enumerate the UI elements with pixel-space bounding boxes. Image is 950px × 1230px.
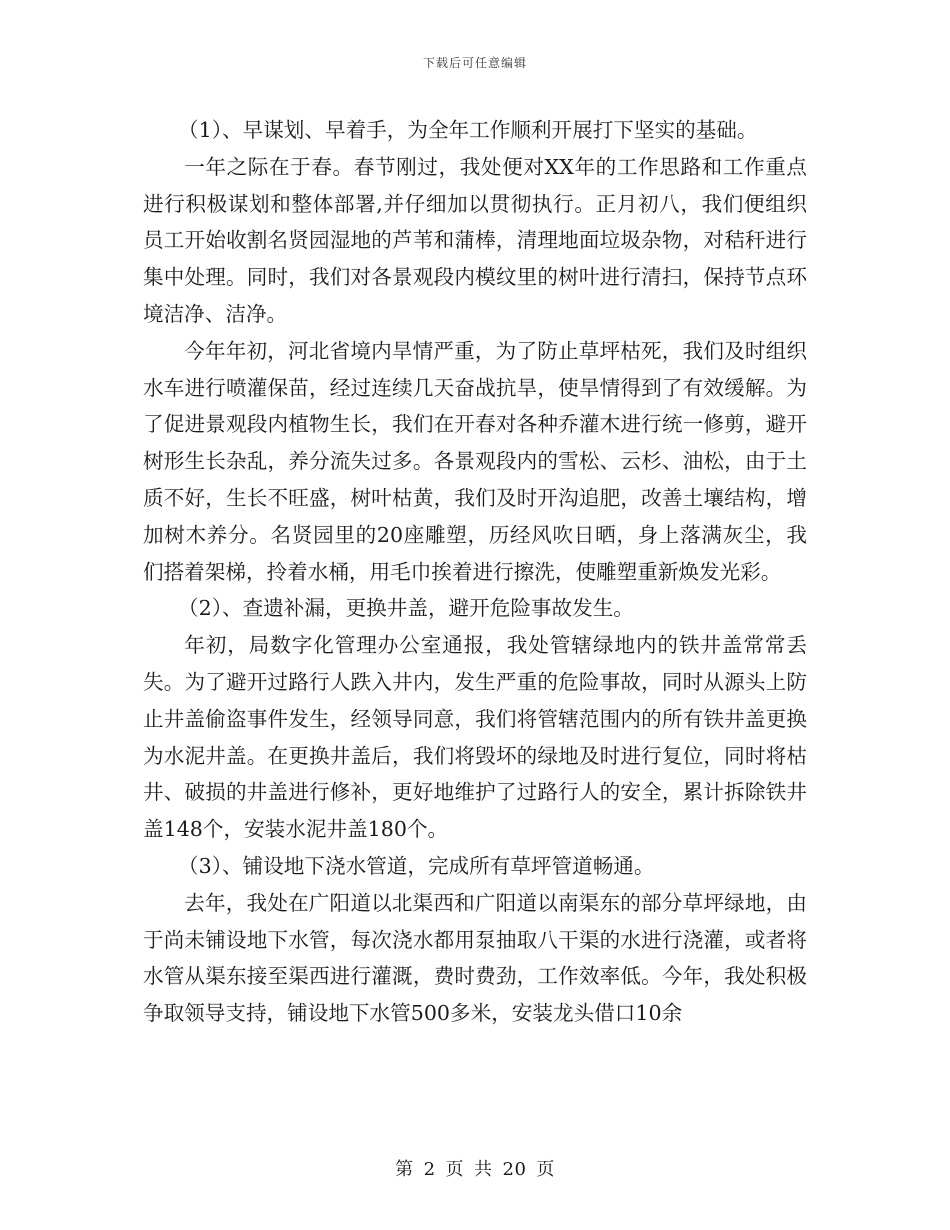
- page-label-suffix: 页: [536, 1159, 555, 1180]
- paragraph-4: 去年，我处在广阳道以北渠西和广阳道以南渠东的部分草坪绿地，由于尚未铺设地下水管，每次浇水都用泵抽取八干渠的水进行浇灌，或者将水管从渠东接至渠西进行灌溉，费时费劲，工作效率低。今年，我处积极争取领导支持，铺设地下水管500多米，安装龙头借口10余: [143, 890, 807, 1026]
- page-label-mid: 页: [445, 1159, 465, 1180]
- section-heading-1: （1）、早谋划、早着手，为全年工作顺利开展打下坚实的基础。: [178, 118, 758, 142]
- page-label-prefix: 第: [395, 1159, 414, 1180]
- total-pages-number: 20: [502, 1159, 527, 1180]
- section-heading-3: （3）、铺设地下浇水管道，完成所有草坪管道畅通。: [178, 853, 655, 878]
- section-heading-2: （2）、查遗补漏，更换井盖，避开危险事故发生。: [178, 596, 634, 621]
- page-header: 下载后可任意编辑: [422, 56, 527, 70]
- total-label: 共: [474, 1159, 493, 1180]
- document-body: [143, 112, 807, 1032]
- paragraph-2: 今年年初，河北省境内旱情严重，为了防止草坪枯死，我们及时组织水车进行喷灌保苗，经过连续几天奋战抗旱，使旱情得到了有效缓解。为了促进景观段内植物生长，我们在开春对各种乔灌木进行统一修剪，避开树形生长杂乱，养分流失过多。各景观段内的雪松、云杉、油松，由于土质不好，生长不旺盛，树叶枯黄，我们及时开沟追肥，改善土壤结构，增加树木养分。名贤园里的20座雕塑，历经风吹日晒，身上落满灰尘，我们搭着架梯，拎着水桶，用毛巾挨着进行擦洗，使雕塑重新焕发光彩。: [143, 338, 807, 584]
- page-footer: [0, 1155, 950, 1181]
- paragraph-1: 一年之际在于春。春节刚过，我处便对XX年的工作思路和工作重点进行积极谋划和整体部署,并仔细加以贯彻执行。正月初八，我们便组织员工开始收割名贤园湿地的芦苇和蒲棒，清理地面垃圾杂物，对秸秆进行集中处理。同时，我们对各景观段内模纹里的树叶进行清扫，保持节点环境洁净、洁净。: [143, 154, 807, 326]
- current-page-number: 2: [423, 1159, 436, 1180]
- paragraph-3: 年初，局数字化管理办公室通报，我处管辖绿地内的铁井盖常常丢失。为了避开过路行人跌入井内，发生严重的危险事故，同时从源头上防止井盖偷盗事件发生，经领导同意，我们将管辖范围内的所有铁井盖更换为水泥井盖。在更换井盖后，我们将毁坏的绿地及时进行复位，同时将枯井、破损的井盖进行修补，更好地维护了过路行人的安全，累计拆除铁井盖148个，安装水泥井盖180个。: [143, 633, 807, 842]
